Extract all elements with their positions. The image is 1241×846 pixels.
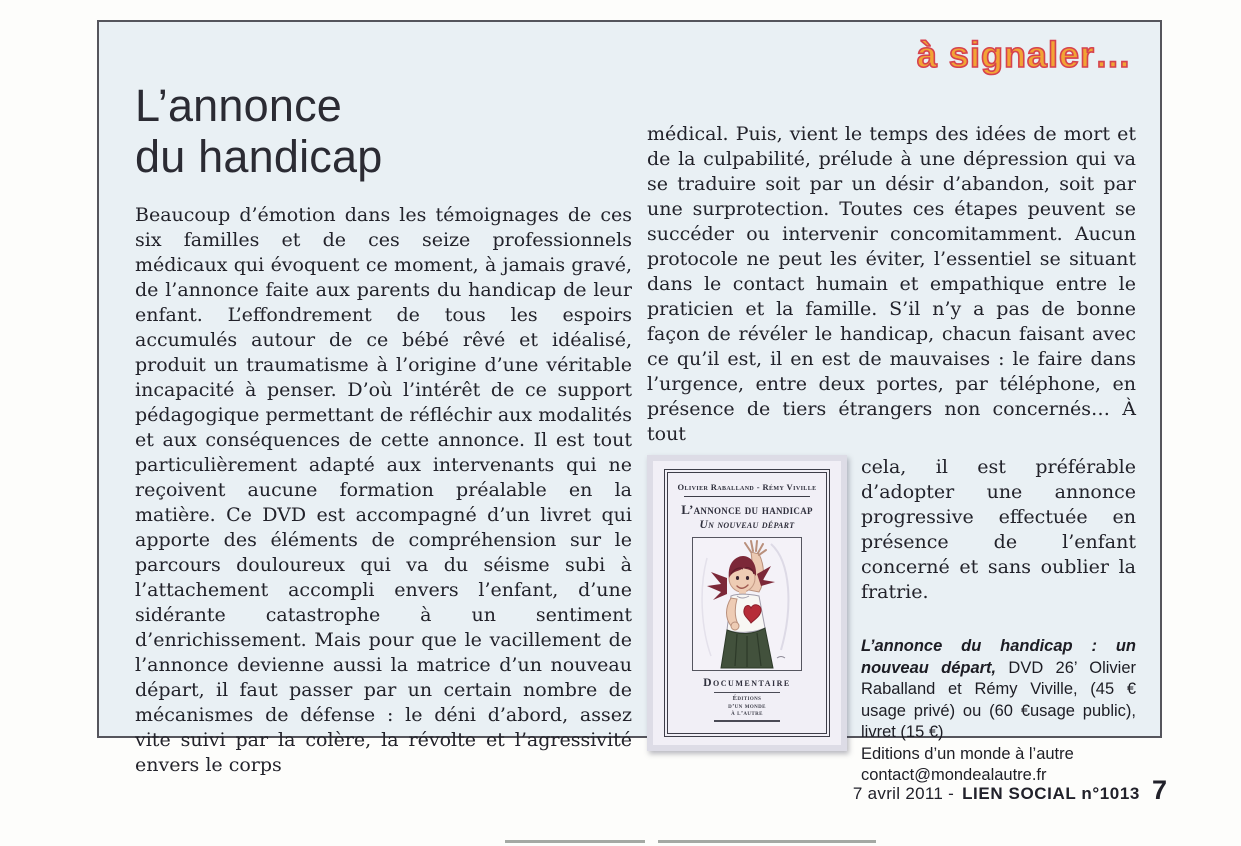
dvd-title: L’annonce du handicap [681,502,813,517]
dvd-genre: Documentaire [703,677,791,689]
caption-email: contact@mondealautre.fr [861,766,1047,784]
scan-artifact-right [658,840,876,843]
dvd-illustration-box [692,537,802,671]
dvd-publisher-line3: à l’autre [731,710,763,717]
dvd-caption [861,636,1136,787]
dvd-authors: Olivier Raballand - Rémy Viville [677,482,817,492]
image-text-row [647,455,1136,787]
page-panel [97,20,1162,784]
article-title-line1: L’annonce [135,80,343,131]
caption-title: L’annonce du handicap : un nouveau départ, [861,637,1136,677]
dvd-rule [684,496,810,497]
right-column-text-wrap: cela, il est préférable d’adopter une annonce progressive effectuée en présence de l’enfant concerné et sans oublier la fratrie. [861,456,1136,603]
left-column-text: Beaucoup d’émotion dans les témoignages de ces six familles et de ces seize professionnels médicaux qui évoquent ce moment, à jamais gravé, de l’annonce faite aux parents du handicap de leur enfant. L’effondrement de tous les espoirs accumulés autour de ce bébé rêvé et idéalisé, produit un traumatisme à l’origine d’une véritable incapacité à penser. D’où l’intérêt de ce support pédagogique permettant de réfléchir aux modalités et aux conséquences de cette annonce. Il est tout particulièrement adapté aux intervenants qui ne reçoivent aucune formation préalable en la matière. Ce DVD est accompagné d’un livret qui apporte des éléments de compréhension sur le parcours douloureux qui va du séisme subi à l’attachement accompli envers l’enfant, d’une sidérante catastrophe à un sentiment d’enrichissement. Mais pour que le vacillement de l’annonce devienne aussi la matrice d’un nouveau départ, il faut passer par un certain nombre de mécanismes de défense : le déni d’abord, assez vite suivi par la colère, la révolte et l’agressivité envers le corps [135,204,632,776]
page-footer [0,775,1167,806]
article-title-line2: du handicap [135,131,383,182]
girl-illustration [693,538,801,670]
dvd-cover-frame [664,469,830,737]
footer-date: 7 avril 2011 - [852,784,955,803]
right-column-text-top: médical. Puis, vient le temps des idées de mort et de la culpabilité, prélude à une dépression qui va se traduire soit par un désir d’abandon, soit par une surprotection. Toutes ces étapes peuvent se succéder ou intervenir concomitamment. Aucun protocole ne peut les éviter, l’essentiel se situant dans le contact humain et empathique entre le praticien et la famille. S’il n’y a pas de bonne façon de révéler le handicap, chacun faisant avec ce qu’il est, il en est de mauvaises : le faire dans l’urgence, entre deux portes, par téléphone, en présence de tiers étrangers non concernés… À tout [647,123,1136,445]
section-header: à signaler… [916,34,1132,75]
dvd-publisher-line2: d’un monde [728,702,766,710]
dvd-publisher-logo [714,692,780,722]
right-column [647,122,1136,787]
footer-page-number: 7 [1151,775,1167,805]
caption-paragraph [861,636,1136,744]
footer-magazine-name: LIEN SOCIAL n°1013 [962,784,1140,803]
wrapped-text-column [861,455,1136,787]
caption-details: DVD 26’ Olivier Raballand et Rémy Viville, (45 € usage privé) ou (60 €usage public), livret (15 €) [861,658,1136,741]
scan-artifact-left [505,840,645,843]
article-title [135,80,632,182]
caption-publisher: Editions d’un monde à l’autre [861,744,1074,763]
left-column [135,80,632,778]
dvd-cover-image [647,455,847,751]
dvd-cover [653,461,841,745]
dvd-publisher-line1: Éditions [732,695,762,702]
dvd-subtitle: Un nouveau départ [699,519,795,531]
